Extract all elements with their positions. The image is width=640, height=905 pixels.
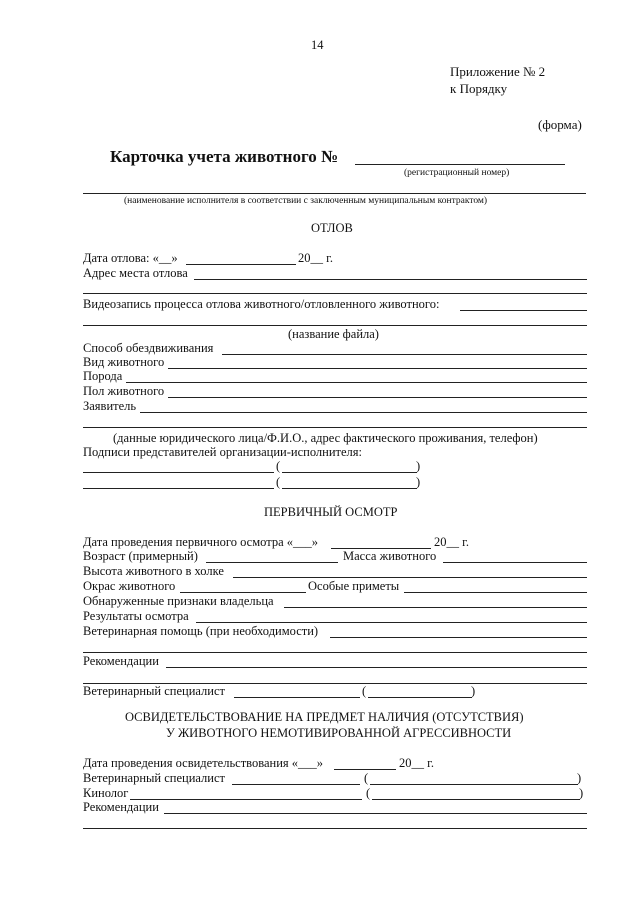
aggression-date-field[interactable] <box>334 769 396 770</box>
aggression-vet-paren-open: ( <box>364 771 369 785</box>
reg-number-caption: (регистрационный номер) <box>404 168 510 178</box>
annex-line-2: к Порядку <box>450 81 508 96</box>
species-field[interactable] <box>168 368 587 369</box>
capture-date-field[interactable] <box>186 264 296 265</box>
vet-help-label: Ветеринарная помощь (при необходимости) <box>83 624 319 638</box>
cynologist-paren-close: ) <box>579 786 584 800</box>
signature-2-name-field[interactable] <box>282 488 417 489</box>
weight-label: Масса животного <box>343 549 437 563</box>
aggression-vet-paren-close: ) <box>577 771 582 785</box>
capture-date-label: Дата отлова: «__» <box>83 251 178 265</box>
exam-vet-label: Ветеринарный специалист <box>83 684 225 698</box>
marks-field[interactable] <box>404 592 587 593</box>
exam-vet-name-field[interactable] <box>368 697 472 698</box>
exam-recommendations-field[interactable] <box>166 667 587 668</box>
signature-2-paren-open: ( <box>276 475 281 489</box>
video-label: Видеозапись процесса отлова животного/отловленного животного: <box>83 297 440 311</box>
executor-field[interactable] <box>83 193 586 194</box>
age-label: Возраст (примерный) <box>83 549 198 563</box>
video-field[interactable] <box>460 310 587 311</box>
signature-1-name-field[interactable] <box>282 472 417 473</box>
sex-field[interactable] <box>168 397 587 398</box>
aggression-date-year: 20__ г. <box>399 756 434 770</box>
form-label: (форма) <box>538 117 582 132</box>
aggression-vet-name-field[interactable] <box>370 784 578 785</box>
exam-vet-signature-field[interactable] <box>234 697 360 698</box>
exam-vet-paren-close: ) <box>471 684 476 698</box>
vet-help-field-2[interactable] <box>83 652 587 653</box>
aggression-date-label: Дата проведения освидетельствования «___» <box>83 756 324 770</box>
capture-heading: ОТЛОВ <box>311 221 353 235</box>
file-name-caption: (название файла) <box>288 327 379 341</box>
cynologist-name-field[interactable] <box>372 799 580 800</box>
breed-label: Порода <box>83 369 123 383</box>
signature-1-field[interactable] <box>83 472 274 473</box>
marks-label: Особые приметы <box>308 579 400 593</box>
annex-line-1: Приложение № 2 <box>450 64 546 79</box>
cynologist-paren-open: ( <box>366 786 371 800</box>
signature-2-paren-close: ) <box>416 475 421 489</box>
applicant-label: Заявитель <box>83 399 137 413</box>
executor-caption: (наименование исполнителя в соответствии с заключенным муниципальным контрактом) <box>124 196 488 206</box>
vet-help-field[interactable] <box>330 637 587 638</box>
color-label: Окрас животного <box>83 579 176 593</box>
breed-field[interactable] <box>126 382 587 383</box>
method-label: Способ обездвиживания <box>83 341 214 355</box>
exam-heading: ПЕРВИЧНЫЙ ОСМОТР <box>264 505 398 519</box>
exam-vet-paren-open: ( <box>362 684 367 698</box>
color-field[interactable] <box>180 592 306 593</box>
capture-address-field-2[interactable] <box>83 293 587 294</box>
results-label: Результаты осмотра <box>83 609 189 623</box>
exam-date-label: Дата проведения первичного осмотра «___» <box>83 535 318 549</box>
applicant-field-2[interactable] <box>83 427 587 428</box>
sex-label: Пол животного <box>83 384 165 398</box>
card-title: Карточка учета животного № <box>110 147 339 166</box>
weight-field[interactable] <box>443 562 587 563</box>
aggression-heading-line-1: ОСВИДЕТЕЛЬСТВОВАНИЕ НА ПРЕДМЕТ НАЛИЧИЯ (ОТСУТСТВИЯ) <box>125 710 524 724</box>
exam-date-year: 20__ г. <box>434 535 469 549</box>
capture-date-year: 20__ г. <box>298 251 333 265</box>
aggression-vet-label: Ветеринарный специалист <box>83 771 225 785</box>
applicant-caption: (данные юридического лица/Ф.И.О., адрес фактического проживания, телефон) <box>113 431 538 445</box>
signature-1-paren-close: ) <box>416 459 421 473</box>
age-field[interactable] <box>206 562 338 563</box>
aggression-heading-line-2: У ЖИВОТНОГО НЕМОТИВИРОВАННОЙ АГРЕССИВНОСТИ <box>166 726 512 740</box>
owner-signs-field[interactable] <box>284 607 587 608</box>
reg-number-field[interactable] <box>355 164 565 165</box>
method-field[interactable] <box>222 354 587 355</box>
aggression-recommendations-field[interactable] <box>164 813 587 814</box>
capture-address-field[interactable] <box>194 279 587 280</box>
aggression-vet-signature-field[interactable] <box>232 784 360 785</box>
signature-1-paren-open: ( <box>276 459 281 473</box>
aggression-recommendations-label: Рекомендации <box>83 800 159 814</box>
signature-2-field[interactable] <box>83 488 274 489</box>
species-label: Вид животного <box>83 355 165 369</box>
signatures-label: Подписи представителей организации-исполнителя: <box>83 445 362 459</box>
height-label: Высота животного в холке <box>83 564 224 578</box>
video-field-2[interactable] <box>83 325 587 326</box>
exam-recommendations-label: Рекомендации <box>83 654 159 668</box>
applicant-field[interactable] <box>140 412 587 413</box>
cynologist-signature-field[interactable] <box>130 799 362 800</box>
height-field[interactable] <box>233 577 587 578</box>
owner-signs-label: Обнаруженные признаки владельца <box>83 594 274 608</box>
capture-address-label: Адрес места отлова <box>83 266 188 280</box>
aggression-recommendations-field-2[interactable] <box>83 828 587 829</box>
page-number: 14 <box>311 38 324 52</box>
results-field[interactable] <box>196 622 587 623</box>
cynologist-label: Кинолог <box>83 786 129 800</box>
